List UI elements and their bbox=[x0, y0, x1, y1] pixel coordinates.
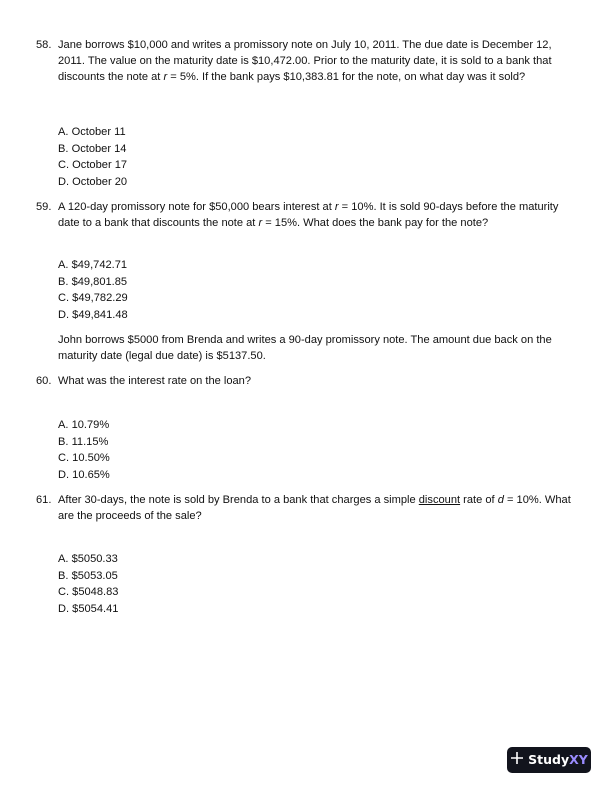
choice: A. $49,742.71 bbox=[58, 259, 128, 271]
question-number: 61. bbox=[36, 494, 52, 506]
question-number: 58. bbox=[36, 39, 52, 51]
question-58 bbox=[36, 37, 576, 85]
answer-choices-59 bbox=[58, 257, 128, 323]
choice: A. 10.79% bbox=[58, 419, 110, 431]
answer-choices-58 bbox=[58, 124, 127, 190]
choice: D. $5054.41 bbox=[58, 602, 119, 615]
question-60 bbox=[36, 373, 576, 389]
question-61 bbox=[36, 492, 576, 524]
choice: D. $49,841.48 bbox=[58, 308, 128, 321]
choice: A. October 11 bbox=[58, 126, 126, 138]
choice: A. $5050.33 bbox=[58, 553, 118, 565]
question-text: What was the interest rate on the loan? bbox=[58, 375, 252, 387]
question-number: 59. bbox=[36, 201, 52, 213]
logo-accent-text: XY bbox=[569, 752, 588, 767]
question-text: After 30-days, the note is sold by Brenda to a bank that charges a simple discount rate of d = 10%. What are the proceeds of the sale? bbox=[58, 494, 571, 522]
choice: B. October 14 bbox=[58, 142, 127, 155]
choice: C. $49,782.29 bbox=[58, 292, 128, 304]
choice: C. 10.50% bbox=[58, 452, 110, 464]
question-59 bbox=[36, 199, 576, 231]
scenario-paragraph: John borrows $5000 from Brenda and writes a 90-day promissory note. The amount due back on the maturity date (legal due date) is $5137.50. bbox=[58, 334, 552, 362]
choice: C. $5048.83 bbox=[58, 586, 119, 598]
plus-icon bbox=[510, 751, 528, 769]
choice: B. 11.15% bbox=[58, 435, 109, 448]
question-text: Jane borrows $10,000 and writes a promissory note on July 10, 2011. The due date is December 12, 2011. The value on the maturity date is $10,472.00. Prior to the maturity date, it is sold to a bank that discounts the note at r = 5%. If the bank pays $10,383.81 for the note, on what day was it sold? bbox=[58, 39, 552, 83]
choice: C. October 17 bbox=[58, 159, 128, 171]
studyxy-logo-badge[interactable] bbox=[507, 747, 591, 773]
choice: B. $5053.05 bbox=[58, 569, 118, 582]
choice: D. 10.65% bbox=[58, 468, 110, 481]
choice: B. $49,801.85 bbox=[58, 275, 128, 288]
answer-choices-60 bbox=[58, 417, 110, 483]
logo-text: Study bbox=[528, 752, 570, 767]
answer-choices-61 bbox=[58, 551, 118, 617]
question-text: A 120-day promissory note for $50,000 bears interest at r = 10%. It is sold 90-days before the maturity date to a bank that discounts the note at r = 15%. What does the bank pay for the note? bbox=[58, 201, 559, 229]
choice: D. October 20 bbox=[58, 175, 128, 188]
question-number: 60. bbox=[36, 375, 52, 387]
